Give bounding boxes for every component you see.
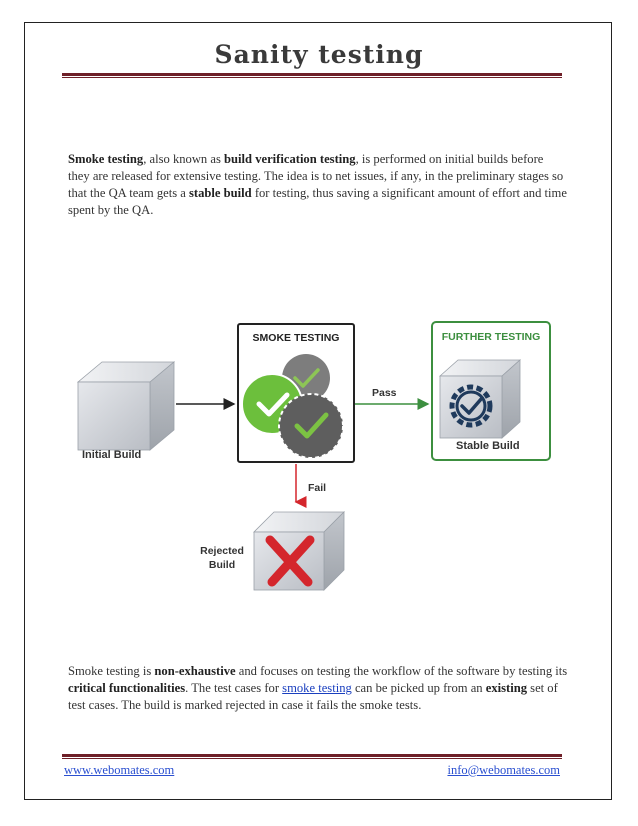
term-smoke-testing: Smoke testing (68, 152, 144, 166)
text-run: Smoke testing is (68, 664, 155, 678)
header-rule-thin (62, 77, 562, 78)
rejected-label-line2: Build (208, 559, 236, 571)
term-stable-build: stable build (189, 186, 252, 200)
smoke-testing-link[interactable]: smoke testing (282, 681, 352, 695)
stable-build-label: Stable Build (456, 440, 520, 452)
initial-build-label: Initial Build (82, 449, 142, 461)
text-run: set of test cases. The build is marked rejected in case it fails the smoke tests. (68, 681, 558, 712)
text-run: can be picked up from an (351, 681, 486, 695)
smoke-testing-label: SMOKE TESTING (252, 332, 340, 344)
text-run: and focuses on testing the workflow of the software by testing its (235, 664, 568, 678)
initial-build-cube (78, 362, 174, 450)
fail-label: Fail (308, 482, 327, 494)
text-run: for testing, thus saving a significant amount of effort and time spent by the QA. (68, 186, 567, 217)
email-link[interactable]: info@webomates.com (447, 763, 560, 777)
rejected-label-line1: Rejected (200, 545, 244, 557)
term-critical-functionalities: critical functionalities (68, 681, 186, 695)
pass-label: Pass (372, 387, 397, 399)
header-rule (62, 73, 562, 76)
term-non-exhaustive: non-exhaustive (154, 664, 236, 678)
text-run: , is performed on initial builds before they are released for extensive testing. The idea is to net issues, if any, in the preliminary stages so that the QA team gets a (68, 152, 564, 200)
footer-rule-thin (62, 758, 562, 759)
smoke-testing-diagram (62, 318, 562, 598)
further-testing-label: FURTHER TESTING (441, 331, 541, 343)
page-title: Sanity testing (214, 40, 424, 69)
website-link[interactable]: www.webomates.com (64, 763, 175, 777)
footer-rule (62, 754, 562, 757)
intro-paragraph (68, 151, 568, 219)
text-run: , also known as (143, 152, 225, 166)
detail-paragraph (68, 663, 568, 714)
term-build-verification: build verification testing (224, 152, 356, 166)
term-existing: existing (485, 681, 528, 695)
text-run: . The test cases for (185, 681, 283, 695)
